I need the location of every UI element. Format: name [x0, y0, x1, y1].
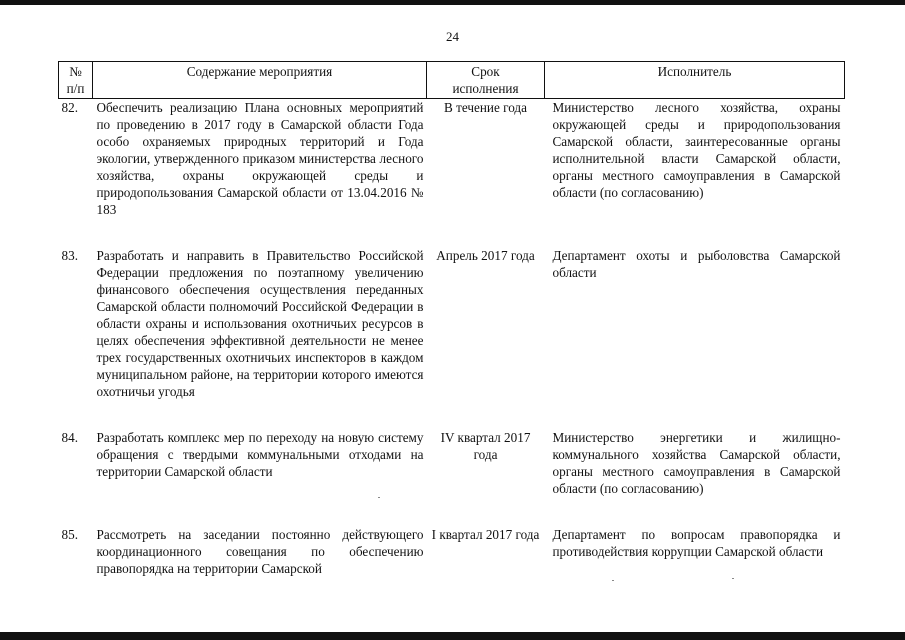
header-content: Содержание мероприятия: [93, 62, 427, 99]
row-content: Рассмотреть на заседании постоянно действующего координационного совещания по обеспечению правопорядка на территории Самарской: [96, 527, 424, 576]
row-executor: Департамент по вопросам правопорядка и противодействия коррупции Самарской области: [552, 527, 841, 559]
row-executor: Министерство лесного хозяйства, охраны окружающей среды и природопользования Самарской области, заинтересованные органы исполнительной власти Самарской области, органы местного самоуправления в Самарской области (по согласованию): [552, 100, 841, 200]
table-row: [59, 99, 845, 248]
table-row: [59, 429, 845, 526]
header-number-line2: п/п: [66, 81, 85, 96]
row-deadline: В течение года: [444, 100, 527, 115]
header-deadline-line1: Срок: [471, 64, 500, 79]
row-executor: Министерство энергетики и жилищно-коммунального хозяйства Самарской области, органы местного самоуправления в Самарской области (по согласованию): [552, 430, 841, 496]
table-row: [59, 247, 845, 429]
header-executor: Исполнитель: [545, 62, 845, 99]
row-content: Обеспечить реализацию Плана основных мероприятий по проведению в 2017 году в Самарской области Года особо охраняемых природных территорий и Года экологии, утвержденного приказом министерства лесного хозяйства, охраны окружающей среды и природопользования Самарской области от 13.04.2016 № 183: [96, 100, 424, 217]
table-row: [59, 526, 845, 577]
table-header-row: [59, 62, 845, 99]
scan-speck: [612, 580, 614, 581]
page-number: 24: [446, 29, 459, 44]
row-number: 85.: [61, 527, 78, 542]
header-number-line1: №: [69, 64, 82, 79]
measures-table: [58, 61, 845, 577]
row-deadline: IV квартал 2017 года: [440, 430, 531, 462]
scan-speck: [732, 578, 734, 579]
row-deadline: I квартал 2017 года: [431, 527, 540, 542]
row-number: 82.: [61, 100, 78, 115]
row-number: 83.: [61, 248, 78, 263]
header-deadline-line2: исполнения: [452, 81, 519, 96]
header-number: [59, 62, 93, 99]
row-content: Разработать и направить в Правительство Российской Федерации предложения по поэтапному увеличению финансового обеспечения осуществления переданных Самарской области полномочий Российской Федерации в области охраны и использования охотничьих ресурсов в целях обеспечения эффективной деятельности не менее трех государственных охотничьих инспекторов в каждом муниципальном районе, на территории которого имеются охотничьи угодья: [96, 248, 424, 399]
header-deadline: [427, 62, 545, 99]
row-deadline: Апрель 2017 года: [436, 248, 535, 263]
scan-speck: [378, 497, 380, 498]
row-executor: Департамент охоты и рыболовства Самарской области: [552, 248, 841, 280]
bottom-border-rule: [0, 632, 905, 640]
row-number: 84.: [61, 430, 78, 445]
top-border-rule: [0, 0, 905, 5]
row-content: Разработать комплекс мер по переходу на новую систему обращения с твердыми коммунальными отходами на территории Самарской области: [96, 430, 424, 479]
